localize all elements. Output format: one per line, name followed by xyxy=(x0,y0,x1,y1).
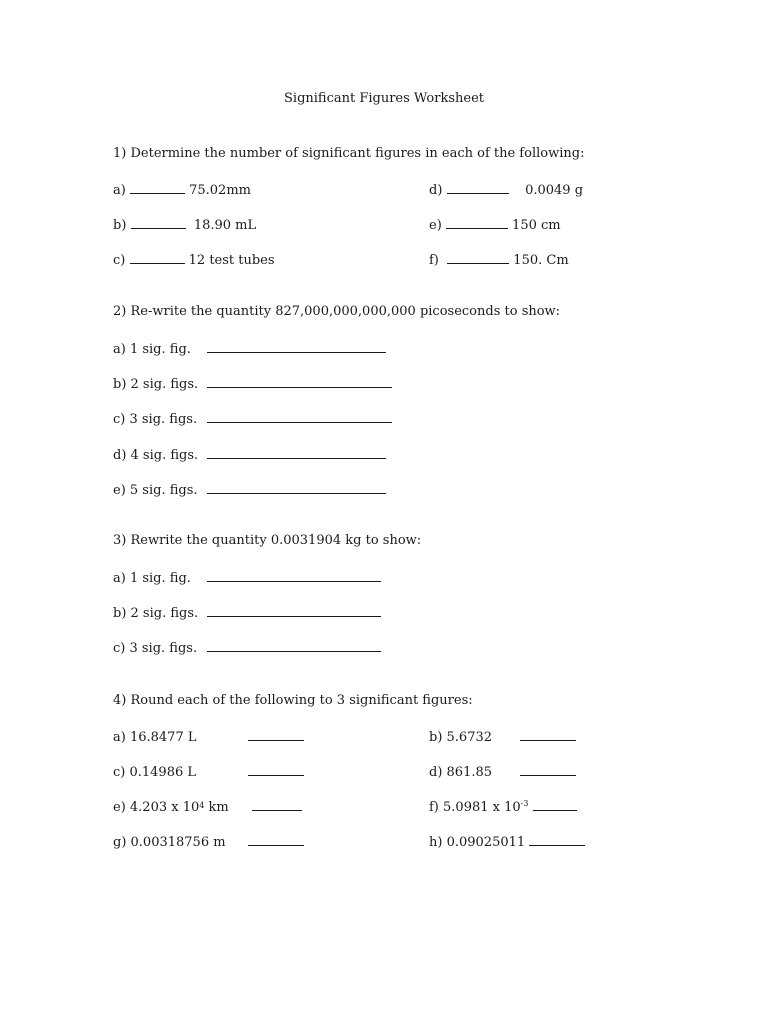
q1-item-label: e) xyxy=(429,218,442,233)
q4-item-label: e) 4.203 x $10^4$ km xyxy=(113,800,229,815)
q4-item-h xyxy=(429,832,585,852)
q4-item-c xyxy=(113,762,304,782)
q1-prompt: 1) Determine the number of significant figures in each of the following: xyxy=(113,146,585,161)
answer-blank[interactable] xyxy=(447,180,509,194)
q4-item-label: f) 5.0981 x $10^{-3}$ xyxy=(429,799,529,815)
q3-prompt: 3) Rewrite the quantity 0.0031904 kg to show: xyxy=(113,533,422,548)
q2-item-label: a) 1 sig. fig. xyxy=(113,342,191,357)
q1-item-label: f) xyxy=(429,253,439,268)
q2-item-label: b) 2 sig. figs. xyxy=(113,377,199,392)
q4-item-label: g) 0.00318756 m xyxy=(113,835,226,850)
answer-blank[interactable] xyxy=(207,339,386,353)
q4-item-label: b) 5.6732 xyxy=(429,730,493,745)
q2-item-label: d) 4 sig. figs. xyxy=(113,448,199,463)
answer-blank[interactable] xyxy=(130,250,185,264)
answer-blank[interactable] xyxy=(207,445,386,459)
q2-item-c xyxy=(113,409,392,429)
q1-item-value: 150 cm xyxy=(512,218,561,233)
answer-blank[interactable] xyxy=(207,374,392,388)
answer-blank[interactable] xyxy=(207,638,381,652)
answer-blank[interactable] xyxy=(520,762,576,776)
q1-item-label: a) xyxy=(113,183,126,198)
q1-item-label: b) xyxy=(113,218,127,233)
answer-blank[interactable] xyxy=(529,832,585,846)
q2-item-b xyxy=(113,374,392,394)
q4-item-label: a) 16.8477 L xyxy=(113,730,197,745)
q1-item-b xyxy=(113,215,256,235)
q2-item-label: c) 3 sig. figs. xyxy=(113,412,198,427)
answer-blank[interactable] xyxy=(520,727,576,741)
q3-item-label: c) 3 sig. figs. xyxy=(113,641,198,656)
q4-item-b xyxy=(429,727,576,747)
answer-blank[interactable] xyxy=(207,568,381,582)
page-title: Significant Figures Worksheet xyxy=(284,91,484,106)
q1-item-value: 150. Cm xyxy=(513,253,569,268)
q4-item-label: h) 0.09025011 xyxy=(429,835,526,850)
q2-item-d xyxy=(113,445,386,465)
q4-item-e xyxy=(113,797,302,817)
answer-blank[interactable] xyxy=(248,727,304,741)
q2-item-a xyxy=(113,339,386,359)
q4-prompt: 4) Round each of the following to 3 significant figures: xyxy=(113,693,473,708)
q1-item-value: 0.0049 g xyxy=(525,183,584,198)
q3-item-c xyxy=(113,638,381,658)
q1-item-value: 12 test tubes xyxy=(188,253,275,268)
exponent: -3 xyxy=(520,799,529,808)
exponent: 4 xyxy=(199,801,205,810)
answer-blank[interactable] xyxy=(248,832,304,846)
q3-item-b xyxy=(113,603,381,623)
answer-blank[interactable] xyxy=(252,797,302,811)
q3-item-a xyxy=(113,568,381,588)
q4-item-g xyxy=(113,832,304,852)
answer-blank[interactable] xyxy=(207,603,381,617)
answer-blank[interactable] xyxy=(207,409,392,423)
q4-item-f xyxy=(429,797,577,817)
answer-blank[interactable] xyxy=(130,180,185,194)
answer-blank[interactable] xyxy=(446,215,508,229)
q4-item-a xyxy=(113,727,304,747)
q2-item-e xyxy=(113,480,386,500)
q1-item-c xyxy=(113,250,275,270)
q1-item-value: 18.90 mL xyxy=(193,218,257,233)
answer-blank[interactable] xyxy=(248,762,304,776)
q1-item-a xyxy=(113,180,251,200)
q1-item-label: d) xyxy=(429,183,443,198)
q1-item-label: c) xyxy=(113,253,126,268)
q1-item-value: 75.02mm xyxy=(189,183,251,198)
answer-blank[interactable] xyxy=(533,797,577,811)
q1-item-e xyxy=(429,215,561,235)
answer-blank[interactable] xyxy=(131,215,186,229)
q4-item-d xyxy=(429,762,576,782)
q1-item-d xyxy=(429,180,583,200)
answer-blank[interactable] xyxy=(447,250,509,264)
q2-prompt: 2) Re-write the quantity 827,000,000,000,000 picoseconds to show: xyxy=(113,304,561,319)
q1-item-f xyxy=(429,250,569,270)
q3-item-label: b) 2 sig. figs. xyxy=(113,606,199,621)
answer-blank[interactable] xyxy=(207,480,386,494)
q3-item-label: a) 1 sig. fig. xyxy=(113,571,191,586)
q2-item-label: e) 5 sig. figs. xyxy=(113,483,198,498)
q4-item-label: d) 861.85 xyxy=(429,765,493,780)
q4-item-label: c) 0.14986 L xyxy=(113,765,197,780)
